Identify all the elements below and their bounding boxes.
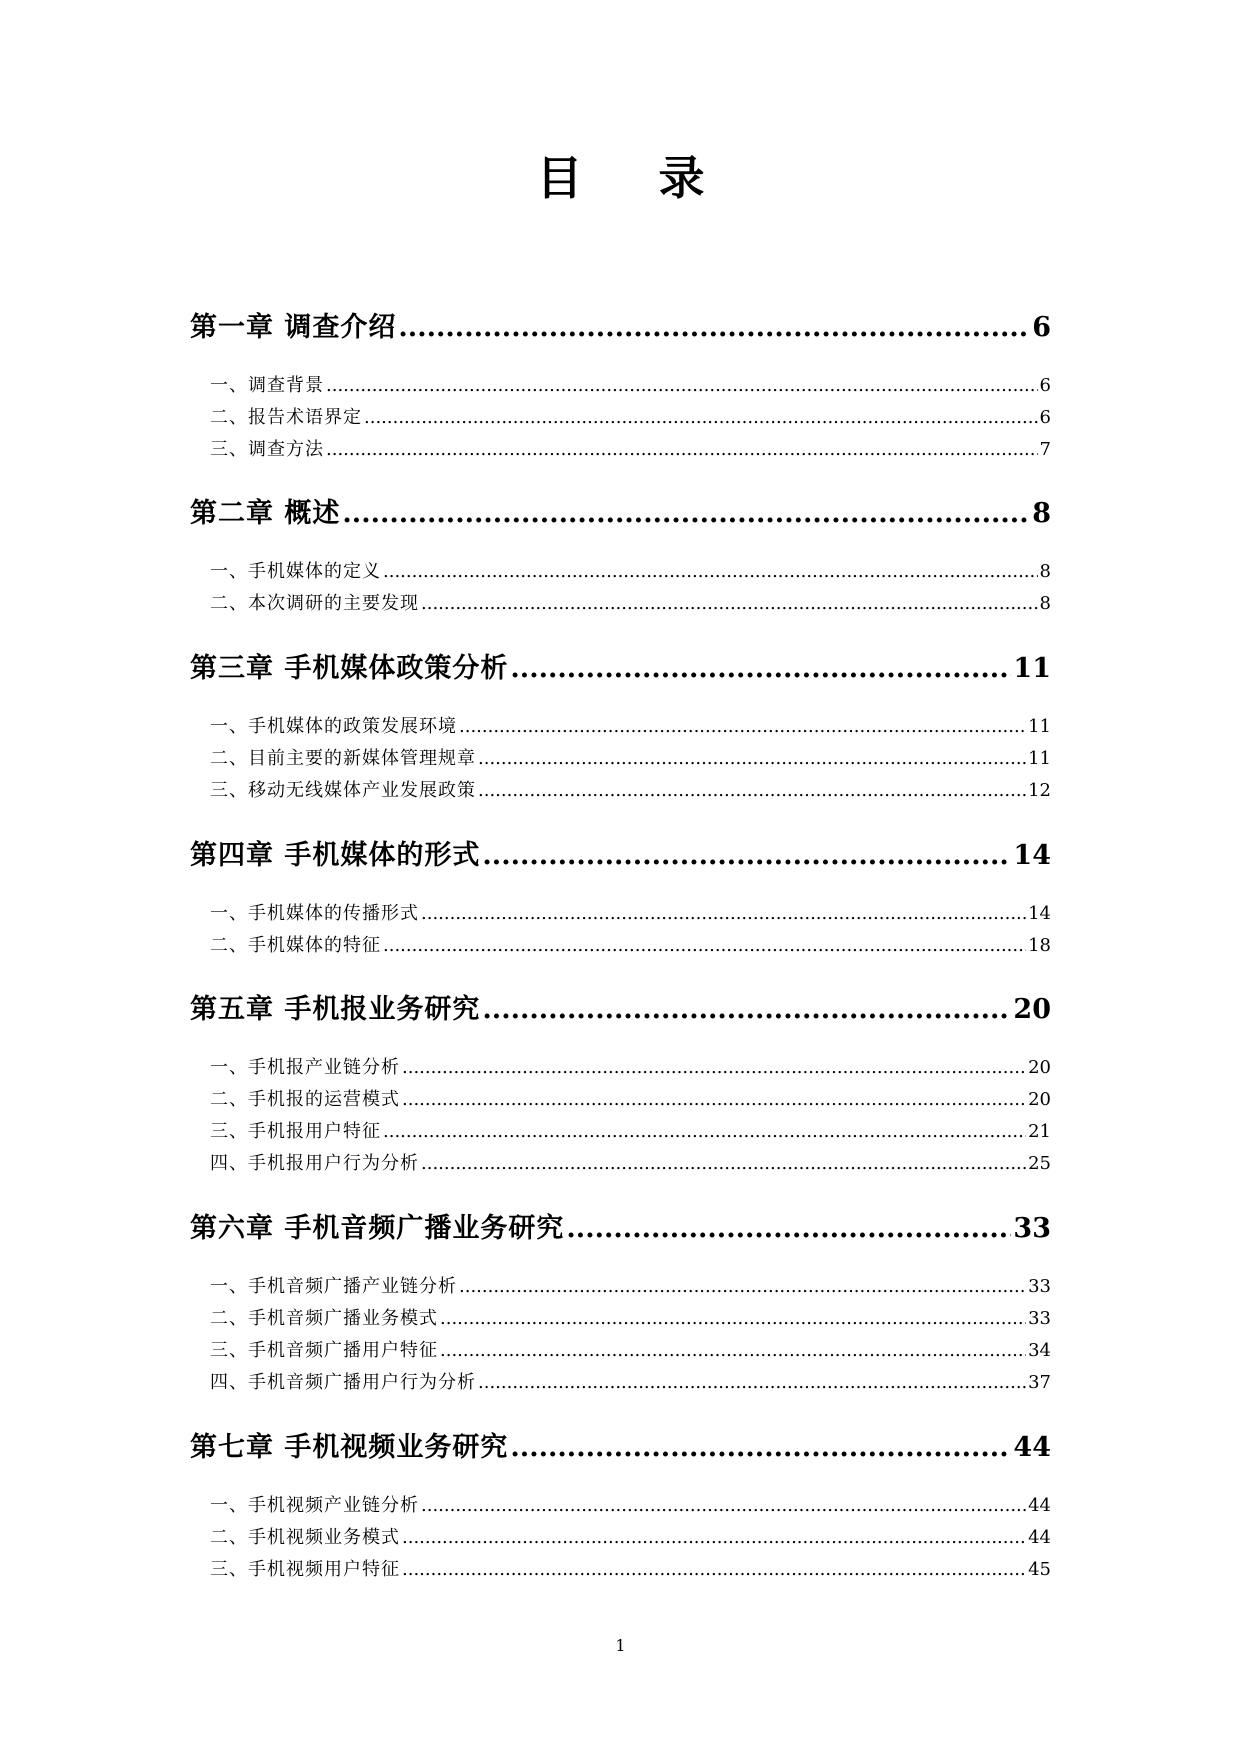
section-title: 一、调查背景	[210, 375, 324, 396]
dot-leader	[326, 375, 1038, 396]
section-page-number: 11	[1028, 716, 1051, 737]
dot-leader	[421, 593, 1038, 614]
chapter-page-number: 20	[1013, 994, 1051, 1025]
toc-section[interactable]	[190, 1555, 1051, 1581]
section-title: 四、手机报用户行为分析	[210, 1153, 419, 1174]
section-page-number: 45	[1028, 1559, 1051, 1580]
section-page-number: 33	[1028, 1276, 1051, 1297]
chapter-title: 第二章 概述	[190, 498, 341, 529]
toc-section[interactable]	[190, 712, 1051, 738]
dot-leader	[510, 653, 1011, 684]
section-title: 二、手机媒体的特征	[210, 935, 381, 956]
section-title: 一、手机媒体的传播形式	[210, 903, 419, 924]
dot-leader	[342, 498, 1030, 529]
toc-section[interactable]	[190, 371, 1051, 397]
toc-section[interactable]	[190, 435, 1051, 461]
toc-chapter[interactable]	[190, 833, 1051, 873]
section-title: 二、本次调研的主要发现	[210, 593, 419, 614]
toc-section[interactable]	[190, 1117, 1051, 1143]
toc-section[interactable]	[190, 1368, 1051, 1394]
chapter-title: 第七章 手机视频业务研究	[190, 1432, 509, 1463]
section-page-number: 8	[1039, 561, 1051, 582]
section-title: 二、手机报的运营模式	[210, 1089, 400, 1110]
dot-leader	[402, 1057, 1026, 1078]
section-page-number: 6	[1039, 407, 1051, 428]
section-title: 三、手机音频广播用户特征	[210, 1340, 438, 1361]
dot-leader	[482, 840, 1011, 871]
toc-section[interactable]	[190, 1304, 1051, 1330]
toc-chapter[interactable]	[190, 1425, 1051, 1465]
chapter-page-number: 8	[1032, 498, 1051, 529]
section-page-number: 7	[1039, 439, 1051, 460]
section-page-number: 44	[1028, 1527, 1051, 1548]
dot-leader	[326, 439, 1038, 460]
page-title: 目 录	[536, 151, 735, 205]
toc-section[interactable]	[190, 1149, 1051, 1175]
toc-section[interactable]	[190, 589, 1051, 615]
dot-leader	[383, 935, 1026, 956]
dot-leader	[421, 1153, 1026, 1174]
section-page-number: 20	[1028, 1089, 1051, 1110]
section-page-number: 11	[1028, 748, 1051, 769]
dot-leader	[398, 312, 1030, 343]
section-page-number: 14	[1028, 903, 1051, 924]
toc-section[interactable]	[190, 776, 1051, 802]
section-title: 一、手机报产业链分析	[210, 1057, 400, 1078]
toc-section[interactable]	[190, 403, 1051, 429]
section-page-number: 25	[1028, 1153, 1051, 1174]
chapter-page-number: 6	[1032, 312, 1051, 343]
section-page-number: 6	[1039, 375, 1051, 396]
chapter-title: 第五章 手机报业务研究	[190, 994, 481, 1025]
chapter-page-number: 33	[1013, 1213, 1051, 1244]
toc-section[interactable]	[190, 1085, 1051, 1111]
toc-chapter[interactable]	[190, 987, 1051, 1027]
section-page-number: 44	[1028, 1495, 1051, 1516]
chapter-page-number: 44	[1013, 1432, 1051, 1463]
section-page-number: 21	[1028, 1121, 1051, 1142]
toc-chapter[interactable]	[190, 1206, 1051, 1246]
chapter-title: 第一章 调查介绍	[190, 312, 397, 343]
section-page-number: 37	[1028, 1372, 1051, 1393]
chapter-title: 第六章 手机音频广播业务研究	[190, 1213, 565, 1244]
section-page-number: 18	[1028, 935, 1051, 956]
toc-section[interactable]	[190, 931, 1051, 957]
toc-section[interactable]	[190, 1272, 1051, 1298]
section-title: 一、手机媒体的定义	[210, 561, 381, 582]
chapter-page-number: 11	[1013, 653, 1051, 684]
dot-leader	[402, 1559, 1026, 1580]
dot-leader	[440, 1308, 1026, 1329]
dot-leader	[478, 748, 1026, 769]
page-number: 1	[615, 1636, 626, 1655]
toc-chapter[interactable]	[190, 491, 1051, 531]
toc-section[interactable]	[190, 1336, 1051, 1362]
dot-leader	[421, 903, 1026, 924]
section-title: 一、手机视频产业链分析	[210, 1495, 419, 1516]
section-title: 二、手机音频广播业务模式	[210, 1308, 438, 1329]
section-title: 二、手机视频业务模式	[210, 1527, 400, 1548]
chapter-title: 第四章 手机媒体的形式	[190, 840, 481, 871]
dot-leader	[459, 716, 1026, 737]
section-title: 三、调查方法	[210, 439, 324, 460]
section-page-number: 34	[1028, 1340, 1051, 1361]
dot-leader	[402, 1089, 1026, 1110]
section-title: 一、手机媒体的政策发展环境	[210, 716, 457, 737]
section-title: 二、报告术语界定	[210, 407, 362, 428]
dot-leader	[478, 1372, 1026, 1393]
dot-leader	[440, 1340, 1026, 1361]
toc-section[interactable]	[190, 1491, 1051, 1517]
chapter-title: 第三章 手机媒体政策分析	[190, 653, 509, 684]
toc-section[interactable]	[190, 1053, 1051, 1079]
section-title: 一、手机音频广播产业链分析	[210, 1276, 457, 1297]
section-page-number: 33	[1028, 1308, 1051, 1329]
dot-leader	[364, 407, 1038, 428]
section-page-number: 12	[1028, 780, 1051, 801]
section-page-number: 8	[1039, 593, 1051, 614]
toc-chapter[interactable]	[190, 305, 1051, 345]
dot-leader	[482, 994, 1011, 1025]
section-page-number: 20	[1028, 1057, 1051, 1078]
dot-leader	[478, 780, 1026, 801]
dot-leader	[383, 1121, 1026, 1142]
section-title: 三、手机视频用户特征	[210, 1559, 400, 1580]
dot-leader	[421, 1495, 1026, 1516]
dot-leader	[402, 1527, 1026, 1548]
dot-leader	[459, 1276, 1026, 1297]
toc-section[interactable]	[190, 899, 1051, 925]
toc-section[interactable]	[190, 557, 1051, 583]
section-title: 二、目前主要的新媒体管理规章	[210, 748, 476, 769]
toc-section[interactable]	[190, 744, 1051, 770]
toc-section[interactable]	[190, 1523, 1051, 1549]
dot-leader	[510, 1432, 1011, 1463]
section-title: 三、移动无线媒体产业发展政策	[210, 780, 476, 801]
dot-leader	[383, 561, 1038, 582]
dot-leader	[566, 1213, 1011, 1244]
chapter-page-number: 14	[1013, 840, 1051, 871]
toc-chapter[interactable]	[190, 646, 1051, 686]
section-title: 三、手机报用户特征	[210, 1121, 381, 1142]
section-title: 四、手机音频广播用户行为分析	[210, 1372, 476, 1393]
